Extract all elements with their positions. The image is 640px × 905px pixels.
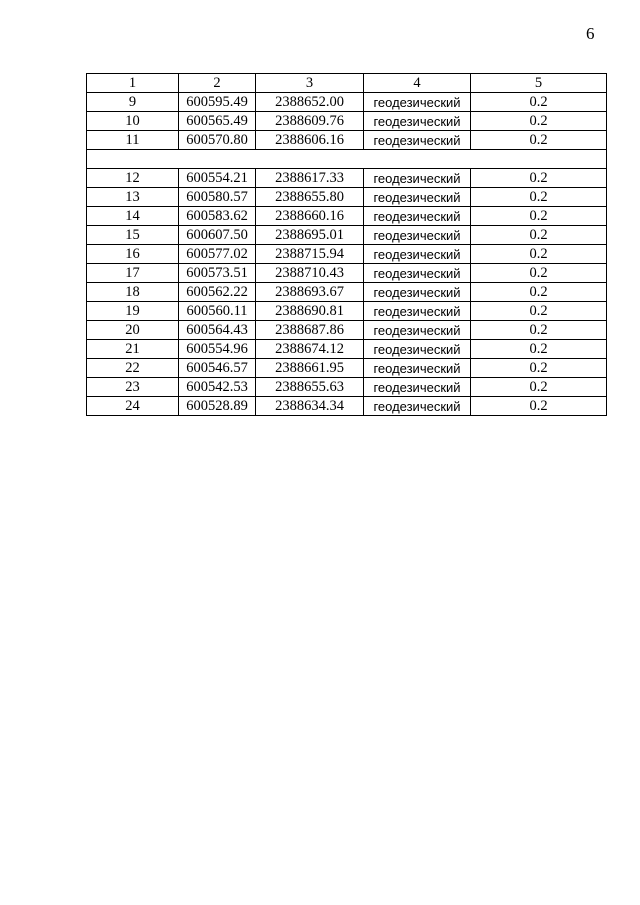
accuracy-cell: 0.2 bbox=[471, 283, 607, 302]
y-coordinate-cell: 2388715.94 bbox=[256, 245, 364, 264]
accuracy-cell: 0.2 bbox=[471, 340, 607, 359]
x-coordinate-cell: 600528.89 bbox=[179, 397, 256, 416]
section-separator-cell bbox=[87, 150, 607, 169]
accuracy-cell: 0.2 bbox=[471, 359, 607, 378]
x-coordinate-cell: 600542.53 bbox=[179, 378, 256, 397]
table-row bbox=[87, 188, 607, 207]
x-coordinate-cell: 600607.50 bbox=[179, 226, 256, 245]
accuracy-cell: 0.2 bbox=[471, 169, 607, 188]
table-row bbox=[87, 321, 607, 340]
table-row bbox=[87, 112, 607, 131]
x-coordinate-cell: 600595.49 bbox=[179, 93, 256, 112]
accuracy-cell: 0.2 bbox=[471, 302, 607, 321]
method-cell: геодезический bbox=[364, 93, 471, 112]
table-row bbox=[87, 245, 607, 264]
point-number-cell: 18 bbox=[87, 283, 179, 302]
y-coordinate-cell: 2388655.80 bbox=[256, 188, 364, 207]
y-coordinate-cell: 2388661.95 bbox=[256, 359, 364, 378]
method-cell: геодезический bbox=[364, 378, 471, 397]
accuracy-cell: 0.2 bbox=[471, 397, 607, 416]
x-coordinate-cell: 600577.02 bbox=[179, 245, 256, 264]
point-number-cell: 15 bbox=[87, 226, 179, 245]
point-number-cell: 11 bbox=[87, 131, 179, 150]
section-separator-row bbox=[87, 150, 607, 169]
point-number-cell: 22 bbox=[87, 359, 179, 378]
method-cell: геодезический bbox=[364, 207, 471, 226]
y-coordinate-cell: 2388634.34 bbox=[256, 397, 364, 416]
y-coordinate-cell: 2388710.43 bbox=[256, 264, 364, 283]
x-coordinate-cell: 600565.49 bbox=[179, 112, 256, 131]
accuracy-cell: 0.2 bbox=[471, 112, 607, 131]
y-coordinate-cell: 2388687.86 bbox=[256, 321, 364, 340]
x-coordinate-cell: 600554.96 bbox=[179, 340, 256, 359]
table-row bbox=[87, 302, 607, 321]
point-number-cell: 23 bbox=[87, 378, 179, 397]
accuracy-cell: 0.2 bbox=[471, 207, 607, 226]
method-cell: геодезический bbox=[364, 169, 471, 188]
header-cell-1: 1 bbox=[87, 74, 179, 93]
x-coordinate-cell: 600580.57 bbox=[179, 188, 256, 207]
x-coordinate-cell: 600583.62 bbox=[179, 207, 256, 226]
y-coordinate-cell: 2388674.12 bbox=[256, 340, 364, 359]
table-row bbox=[87, 397, 607, 416]
table-header-row bbox=[87, 74, 607, 93]
table-row bbox=[87, 131, 607, 150]
point-number-cell: 21 bbox=[87, 340, 179, 359]
header-cell-2: 2 bbox=[179, 74, 256, 93]
header-cell-5: 5 bbox=[471, 74, 607, 93]
point-number-cell: 14 bbox=[87, 207, 179, 226]
point-number-cell: 16 bbox=[87, 245, 179, 264]
table-body bbox=[87, 74, 607, 416]
y-coordinate-cell: 2388617.33 bbox=[256, 169, 364, 188]
x-coordinate-cell: 600562.22 bbox=[179, 283, 256, 302]
table-row bbox=[87, 226, 607, 245]
y-coordinate-cell: 2388652.00 bbox=[256, 93, 364, 112]
table-row bbox=[87, 378, 607, 397]
accuracy-cell: 0.2 bbox=[471, 321, 607, 340]
point-number-cell: 10 bbox=[87, 112, 179, 131]
header-cell-4: 4 bbox=[364, 74, 471, 93]
accuracy-cell: 0.2 bbox=[471, 226, 607, 245]
method-cell: геодезический bbox=[364, 264, 471, 283]
page-number: 6 bbox=[586, 24, 595, 43]
method-cell: геодезический bbox=[364, 112, 471, 131]
x-coordinate-cell: 600560.11 bbox=[179, 302, 256, 321]
table-row bbox=[87, 283, 607, 302]
x-coordinate-cell: 600573.51 bbox=[179, 264, 256, 283]
point-number-cell: 9 bbox=[87, 93, 179, 112]
accuracy-cell: 0.2 bbox=[471, 378, 607, 397]
method-cell: геодезический bbox=[364, 188, 471, 207]
method-cell: геодезический bbox=[364, 397, 471, 416]
point-number-cell: 17 bbox=[87, 264, 179, 283]
y-coordinate-cell: 2388690.81 bbox=[256, 302, 364, 321]
method-cell: геодезический bbox=[364, 131, 471, 150]
y-coordinate-cell: 2388606.16 bbox=[256, 131, 364, 150]
point-number-cell: 24 bbox=[87, 397, 179, 416]
y-coordinate-cell: 2388609.76 bbox=[256, 112, 364, 131]
x-coordinate-cell: 600554.21 bbox=[179, 169, 256, 188]
method-cell: геодезический bbox=[364, 245, 471, 264]
method-cell: геодезический bbox=[364, 359, 471, 378]
accuracy-cell: 0.2 bbox=[471, 264, 607, 283]
method-cell: геодезический bbox=[364, 302, 471, 321]
point-number-cell: 13 bbox=[87, 188, 179, 207]
coordinates-table bbox=[86, 73, 607, 416]
table-row bbox=[87, 93, 607, 112]
point-number-cell: 12 bbox=[87, 169, 179, 188]
table-row bbox=[87, 264, 607, 283]
table-row bbox=[87, 169, 607, 188]
y-coordinate-cell: 2388655.63 bbox=[256, 378, 364, 397]
accuracy-cell: 0.2 bbox=[471, 131, 607, 150]
accuracy-cell: 0.2 bbox=[471, 93, 607, 112]
table-row bbox=[87, 340, 607, 359]
y-coordinate-cell: 2388693.67 bbox=[256, 283, 364, 302]
header-cell-3: 3 bbox=[256, 74, 364, 93]
x-coordinate-cell: 600564.43 bbox=[179, 321, 256, 340]
method-cell: геодезический bbox=[364, 321, 471, 340]
x-coordinate-cell: 600570.80 bbox=[179, 131, 256, 150]
table-row bbox=[87, 359, 607, 378]
accuracy-cell: 0.2 bbox=[471, 245, 607, 264]
accuracy-cell: 0.2 bbox=[471, 188, 607, 207]
y-coordinate-cell: 2388695.01 bbox=[256, 226, 364, 245]
point-number-cell: 20 bbox=[87, 321, 179, 340]
method-cell: геодезический bbox=[364, 283, 471, 302]
method-cell: геодезический bbox=[364, 340, 471, 359]
point-number-cell: 19 bbox=[87, 302, 179, 321]
y-coordinate-cell: 2388660.16 bbox=[256, 207, 364, 226]
method-cell: геодезический bbox=[364, 226, 471, 245]
x-coordinate-cell: 600546.57 bbox=[179, 359, 256, 378]
table-row bbox=[87, 207, 607, 226]
